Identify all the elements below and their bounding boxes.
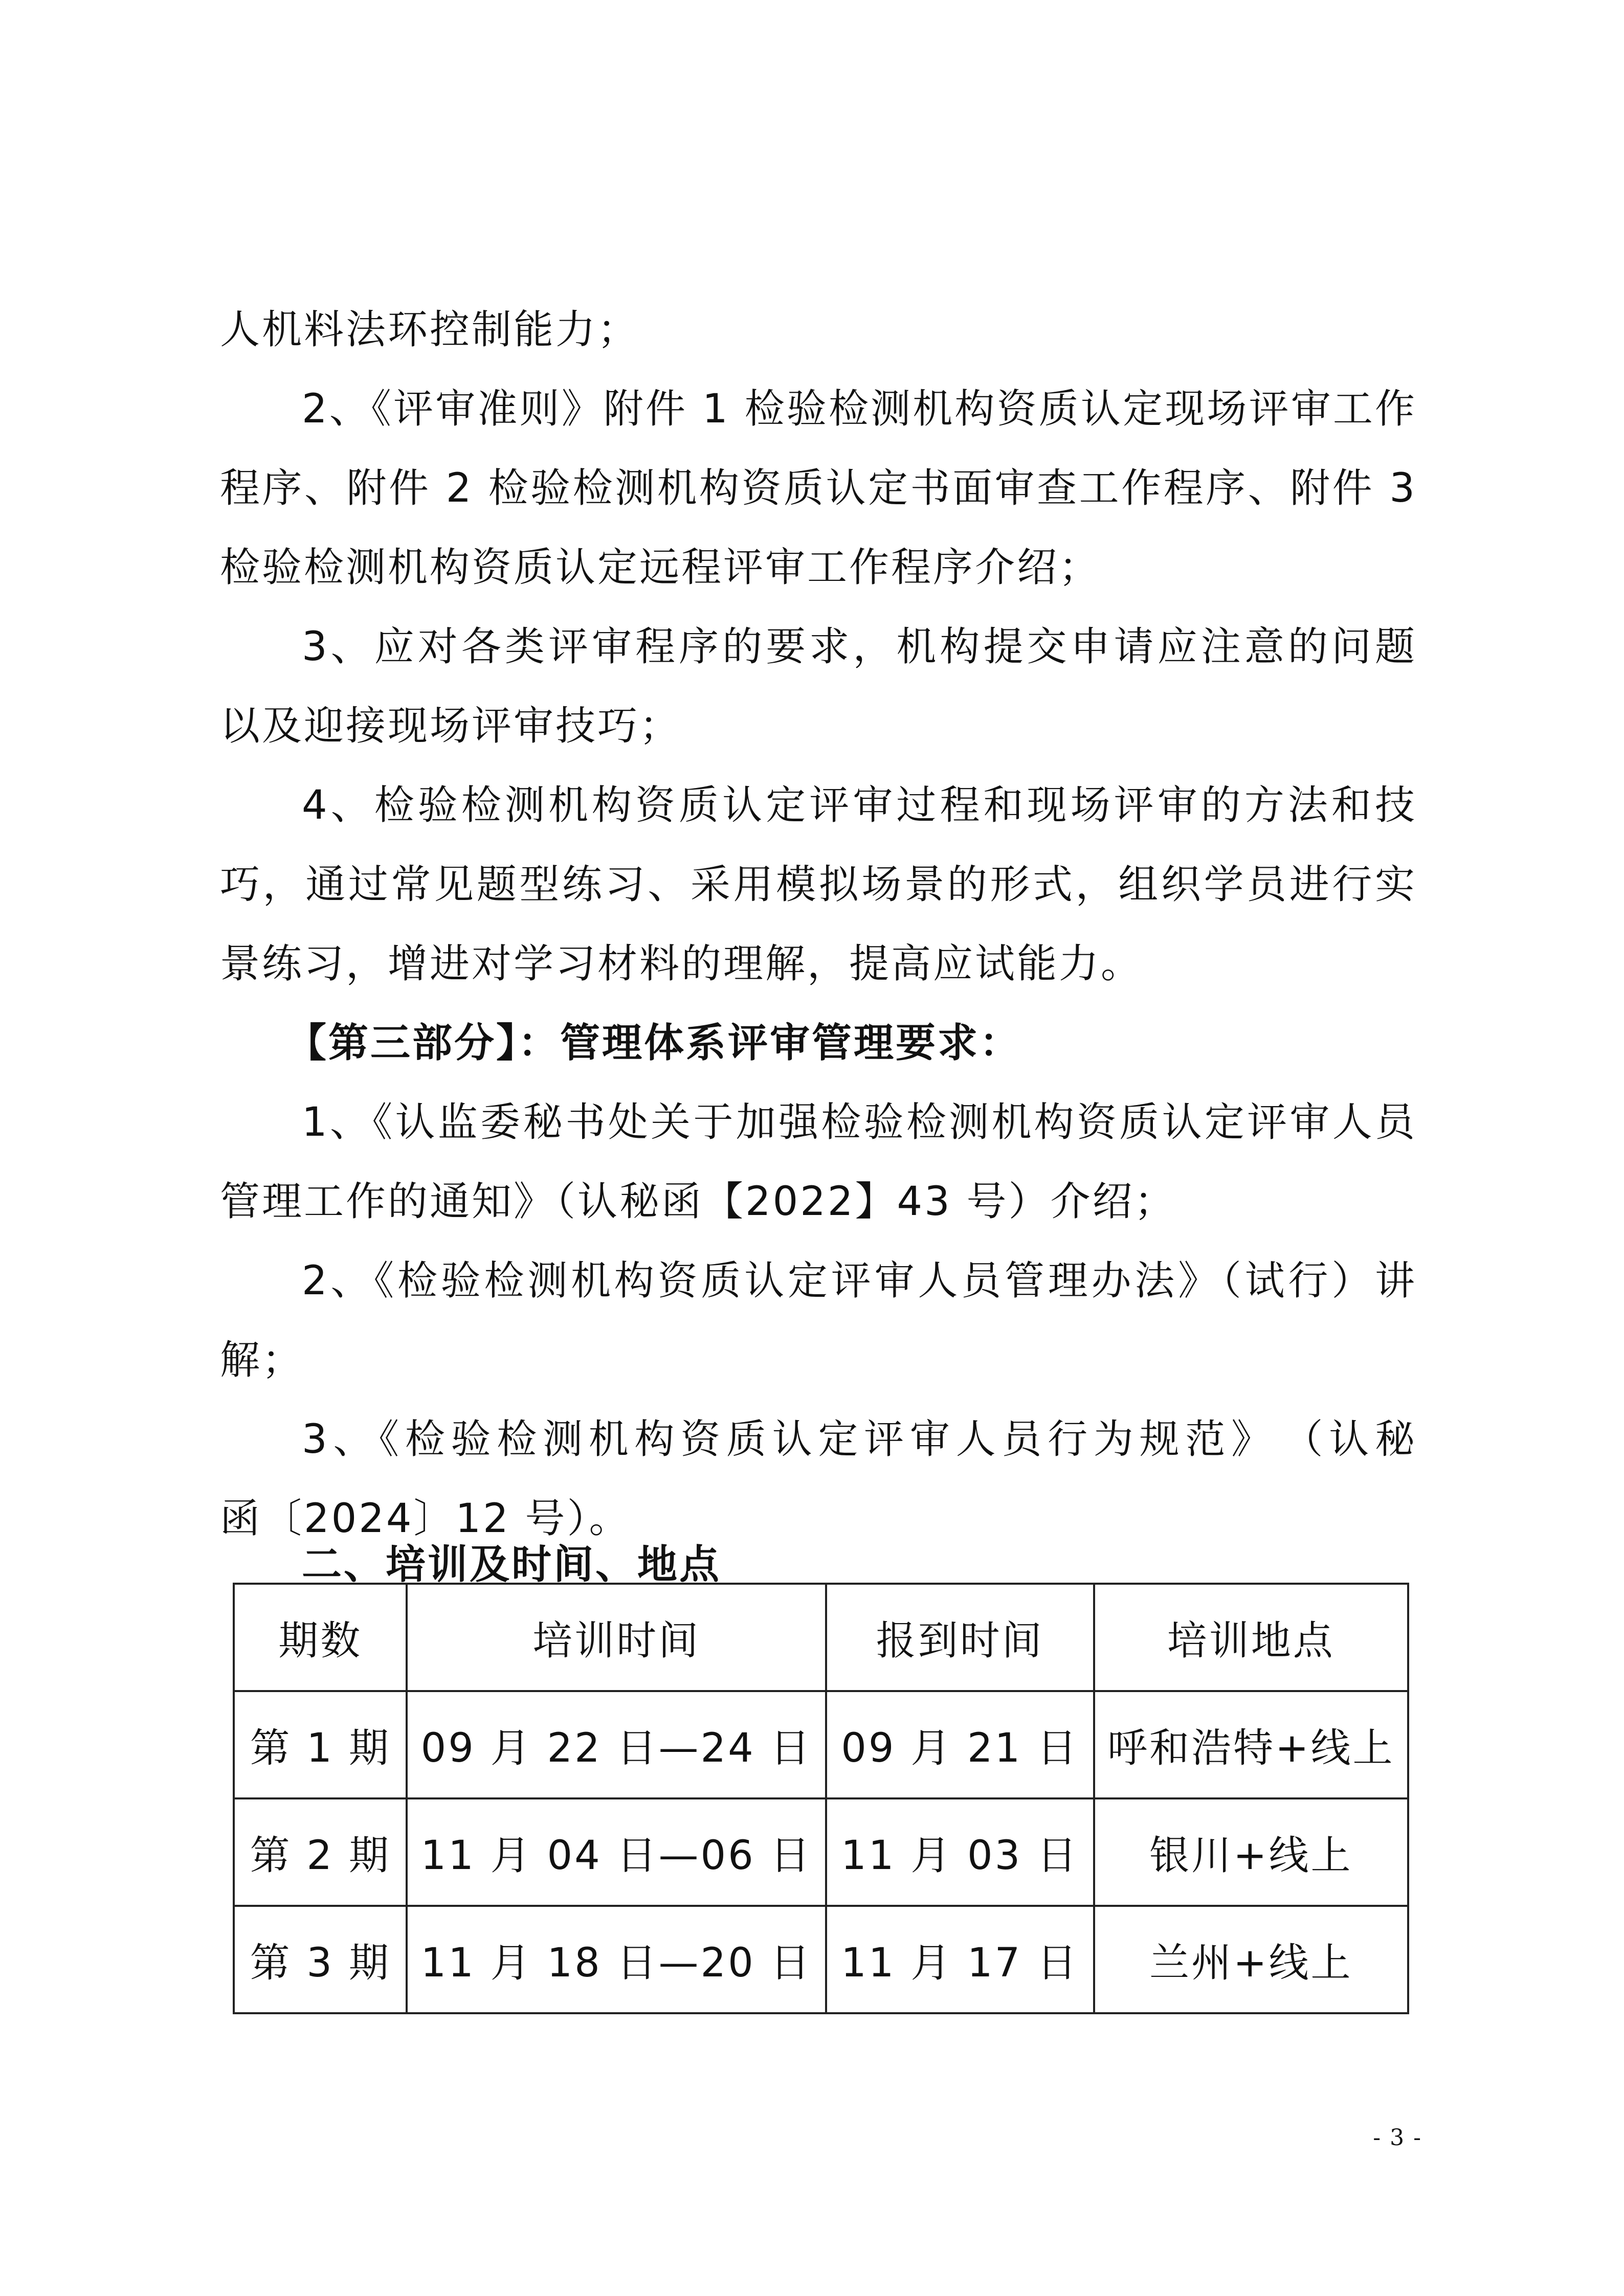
paragraph-line: 函〔2024〕12 号）。	[220, 1496, 631, 1542]
paragraph-line: 4、检验检测机构资质认定评审过程和现场评审的方法和技	[302, 782, 1417, 828]
table-cell: 11 月 04 日—06 日	[407, 1798, 826, 1906]
paragraph-line: 3、应对各类评审程序的要求，机构提交申请应注意的问题	[302, 624, 1417, 670]
paragraph-line: 景练习，增进对学习材料的理解，提高应试能力。	[220, 941, 1143, 987]
table-cell: 第 1 期	[234, 1691, 407, 1798]
paragraph-line: 2、《检验检测机构资质认定评审人员管理办法》（试行）讲	[302, 1258, 1417, 1304]
table-cell: 11 月 18 日—20 日	[407, 1906, 826, 2013]
paragraph-line: 2、《评审准则》附件 1 检验检测机构资质认定现场评审工作	[302, 386, 1417, 432]
paragraph-line: 程序、附件 2 检验检测机构资质认定书面审查工作程序、附件 3	[220, 465, 1417, 511]
training-schedule-table	[233, 1583, 1409, 2014]
table-header-cell: 报到时间	[826, 1584, 1094, 1691]
table-row	[234, 1691, 1408, 1798]
table-cell: 银川+线上	[1094, 1798, 1408, 1906]
table-header-row	[234, 1584, 1408, 1691]
paragraph-line: 人机料法环控制能力；	[220, 307, 640, 353]
paragraph-line: 巧，通过常见题型练习、采用模拟场景的形式，组织学员进行实	[220, 862, 1417, 908]
paragraph-line: 管理工作的通知》（认秘函【2022】43 号）介绍；	[220, 1179, 1176, 1225]
table-header-cell: 期数	[234, 1584, 407, 1691]
table-cell: 09 月 21 日	[826, 1691, 1094, 1798]
table-header-cell: 培训时间	[407, 1584, 826, 1691]
table-row	[234, 1798, 1408, 1906]
table-cell: 兰州+线上	[1094, 1906, 1408, 2013]
table-cell: 11 月 17 日	[826, 1906, 1094, 2013]
section-heading: 二、培训及时间、地点	[302, 1542, 722, 1588]
table-cell: 09 月 22 日—24 日	[407, 1691, 826, 1798]
table-cell: 呼和浩特+线上	[1094, 1691, 1408, 1798]
table-cell: 11 月 03 日	[826, 1798, 1094, 1906]
table-cell: 第 3 期	[234, 1906, 407, 2013]
paragraph-line: 3、《检验检测机构资质认定评审人员行为规范》 （认秘	[302, 1416, 1417, 1462]
table-cell: 第 2 期	[234, 1798, 407, 1906]
section-heading: 【第三部分】：管理体系评审管理要求：	[286, 1020, 1022, 1066]
paragraph-line: 解；	[220, 1337, 304, 1383]
table-header-cell: 培训地点	[1094, 1584, 1408, 1691]
table-row	[234, 1906, 1408, 2013]
page-number: - 3 -	[1373, 2125, 1422, 2151]
paragraph-line: 以及迎接现场评审技巧；	[220, 703, 682, 749]
paragraph-line: 1、《认监委秘书处关于加强检验检测机构资质认定评审人员	[302, 1099, 1417, 1145]
paragraph-line: 检验检测机构资质认定远程评审工作程序介绍；	[220, 545, 1101, 591]
